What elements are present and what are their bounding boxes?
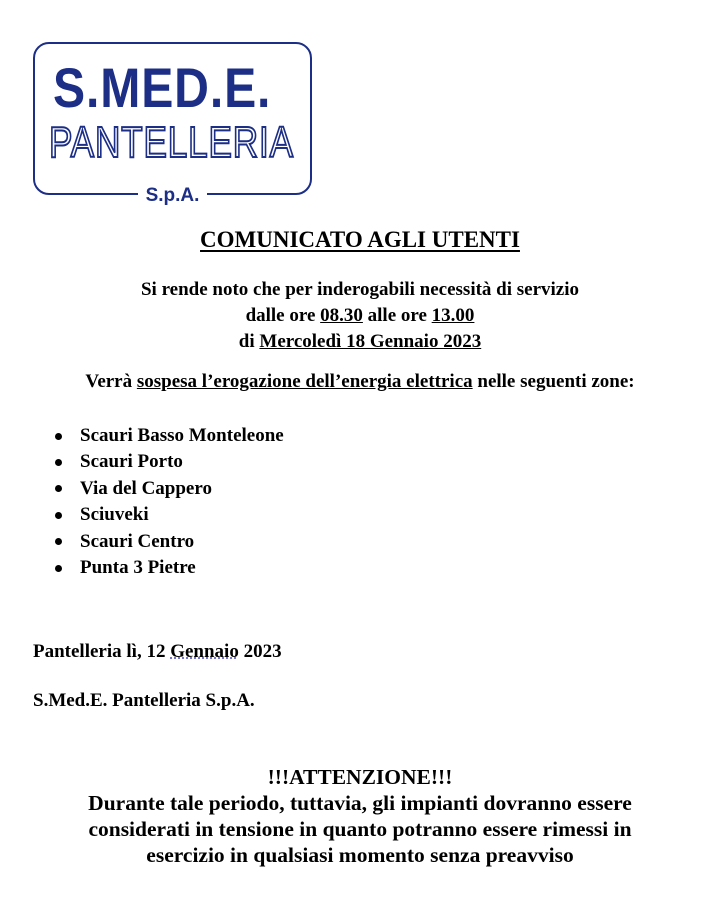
zone-label: Punta 3 Pietre	[80, 556, 196, 578]
bullet-icon	[55, 512, 62, 519]
logo-line-3: S.p.A.	[138, 185, 208, 206]
start-time: 08.30	[320, 305, 363, 326]
outage-date: Mercoledì 18 Gennaio 2023	[259, 331, 482, 352]
intro-line-2-middle: alle ore	[362, 305, 432, 326]
list-item	[55, 449, 284, 475]
notice-suffix: nelle seguenti zone:	[472, 371, 635, 392]
attention-heading: !!!ATTENZIONE!!!	[267, 765, 453, 789]
list-item	[55, 529, 284, 555]
place-date-month: Gennaio	[170, 641, 239, 662]
logo-line-2: PANTELLERIA	[49, 118, 294, 167]
notice-line	[0, 371, 720, 393]
zone-label: Scauri Centro	[80, 530, 195, 552]
zone-list	[55, 423, 284, 581]
intro-line-3-prefix: di	[238, 331, 260, 352]
intro-line-2	[0, 303, 720, 329]
document-title: COMUNICATO AGLI UTENTI	[200, 227, 520, 252]
list-item	[55, 502, 284, 528]
place-date-prefix: Pantelleria lì, 12	[33, 641, 171, 662]
logo-line-3-wrap	[35, 185, 310, 207]
signature: S.Med.E. Pantelleria S.p.A.	[33, 690, 255, 711]
attention-line-3: esercizio in qualsiasi momento senza preavviso	[146, 843, 574, 867]
bullet-icon	[55, 485, 62, 492]
list-item	[55, 423, 284, 449]
logo-line-1: S.MED.E.	[53, 56, 272, 119]
zone-label: Via del Cappero	[80, 477, 212, 499]
notice-highlight: sospesa l’erogazione dell’energia elettrica	[136, 371, 473, 392]
company-logo	[33, 42, 312, 206]
attention-line-1: Durante tale periodo, tuttavia, gli impianti dovranno essere	[88, 791, 632, 815]
intro-line-2-prefix: dalle ore	[245, 305, 321, 326]
bullet-icon	[55, 565, 62, 572]
place-date-suffix: 2023	[238, 641, 282, 662]
bullet-icon	[55, 459, 62, 466]
intro-paragraph	[0, 277, 720, 355]
attention-line-2: considerati in tensione in quanto potranno essere rimessi in	[88, 817, 632, 841]
intro-line-1: Si rende noto che per inderogabili necessità di servizio	[140, 279, 580, 300]
place-date	[33, 641, 282, 663]
bullet-icon	[55, 433, 62, 440]
notice-prefix: Verrà	[85, 371, 137, 392]
bullet-icon	[55, 538, 62, 545]
attention-block	[0, 764, 720, 868]
end-time: 13.00	[431, 305, 475, 326]
intro-line-3	[0, 329, 720, 355]
list-item	[55, 476, 284, 502]
zone-label: Scauri Porto	[80, 451, 183, 473]
zone-label: Sciuveki	[80, 504, 149, 526]
zone-label: Scauri Basso Monteleone	[80, 425, 284, 446]
list-item	[55, 555, 284, 581]
